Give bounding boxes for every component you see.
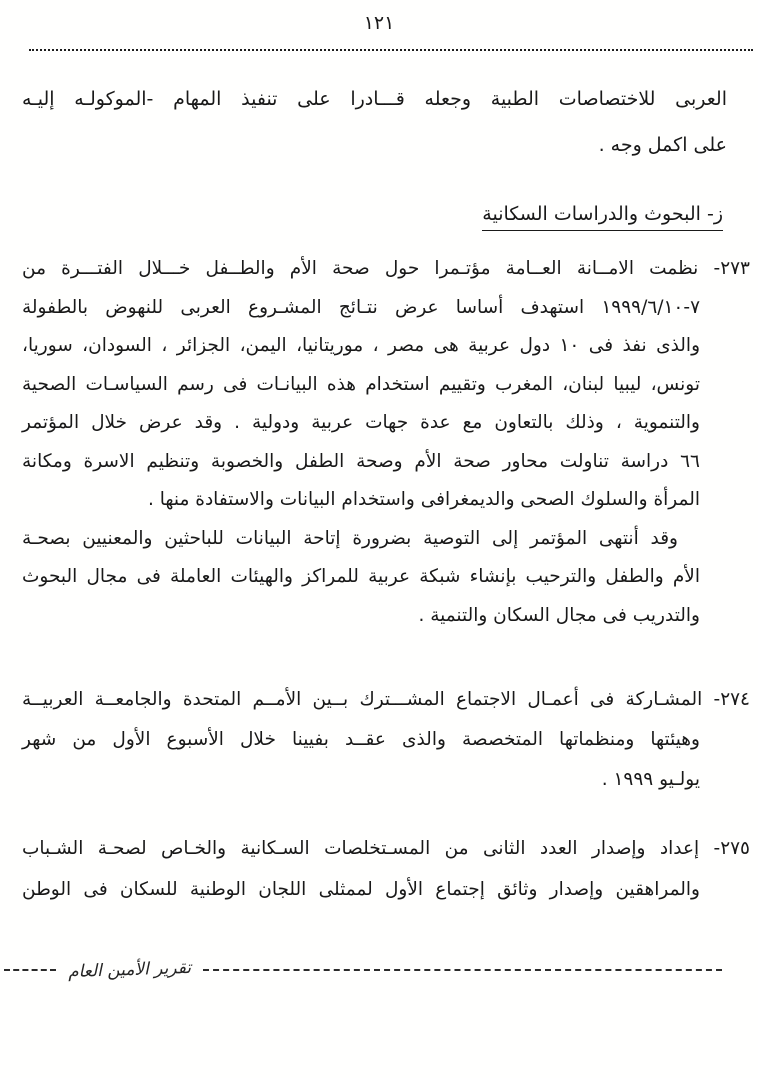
- paragraph-line: يولـيو ١٩٩٩ .: [601, 769, 700, 790]
- intro-paragraph: [22, 76, 727, 168]
- paragraph-line: ٢٧٥- إعداد وإصدار العدد الثانى من المسـتخلصات السـكانية والخـاص لصحـة الشـباب: [22, 838, 750, 859]
- paragraph-274: [22, 680, 750, 800]
- paragraph-275: [22, 828, 750, 910]
- section-heading: ز- البحوث والدراسات السكانية: [482, 203, 723, 231]
- intro-line: على اكمل وجه .: [598, 134, 727, 156]
- paragraph-line: والتنموية ، وذلك بالتعاون مع عدة جهات عربية ودولية . وقد عرض خلال المؤتمر: [22, 412, 700, 433]
- paragraph-line: والذى نفذ فى ١٠ دول عربية هى مصر ، موريتانيا، اليمن، الجزائر ، السودان، سوريا،: [22, 335, 700, 356]
- page-number: ١٢١: [363, 12, 395, 34]
- paragraph-line: ٦٦ دراسة تناولت محاور صحة الأم وصحة الطفل والخصوبة وتنظيم الاسرة ومكانة: [22, 450, 700, 472]
- header-dotted-rule: [29, 49, 753, 51]
- footer-script-note: تقرير الأمين العام: [67, 957, 192, 983]
- page-footer: [0, 948, 758, 992]
- paragraph-line: ٢٧٣- نظمت الامــانة العــامة مؤتـمرا حول صحة الأم والطــفل خـــلال الفتـــرة من: [22, 258, 750, 279]
- paragraph-line: وقد أنتهى المؤتمر إلى التوصية بضرورة إتاحة البيانات للباحثين والمعنيين بصحـة: [22, 527, 678, 549]
- paragraph-line: ٧-١٩٩٩/٦/١٠ استهدف أساسا عرض نتـائج المشـروع العربى للنهوض بالطفولة: [22, 296, 700, 318]
- footer-short-dash: [4, 969, 56, 971]
- paragraph-line: تونس، ليبيا لبنان، المغرب وتقييم استخدام هذه البيانـات فى رسم السياسـات الصحية: [22, 373, 700, 395]
- paragraph-line: الأم والطفل والترحيب بإنشاء شبكة عربية للمراكز والهيئات العاملة فى مجال البحوث: [22, 566, 700, 587]
- paragraph-273: [22, 250, 750, 635]
- paragraph-line: ٢٧٤- المشـاركة فى أعمـال الاجتماع المشـــترك بــين الأمــم المتحدة والجامعــة العربيــة: [22, 689, 750, 710]
- paragraph-line: والمراهقين وإصدار وثائق إجتماع الأول لممثلى اللجان الوطنية للسكان فى الوطن: [22, 879, 700, 900]
- paragraph-line: والتدريب فى مجال السكان والتنمية .: [418, 604, 700, 626]
- intro-line: العربى للاختصاصات الطبية وجعله قـــادرا على تنفيذ المهام -الموكولـه إليـه: [22, 88, 727, 110]
- paragraph-line: المرأة والسلوك الصحى والديمغرافى واستخدام البيانات والاستفادة منها .: [147, 489, 700, 510]
- paragraph-line: وهيئتها ومنظماتها المتخصصة والذى عقــد بفيينا خلال الأسبوع الأول من شهر: [22, 729, 700, 750]
- footer-dashed-rule: [203, 969, 722, 971]
